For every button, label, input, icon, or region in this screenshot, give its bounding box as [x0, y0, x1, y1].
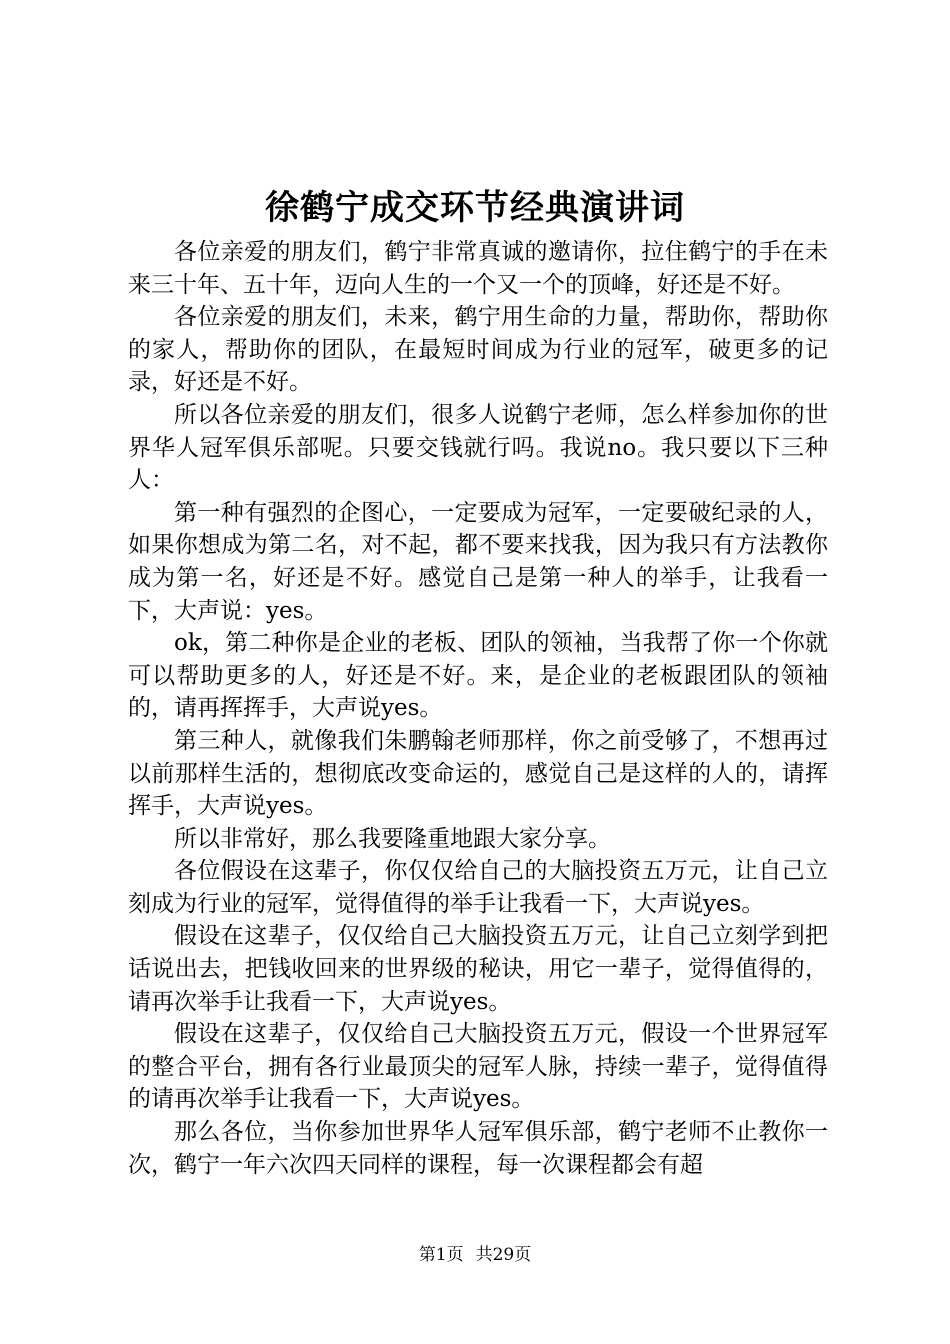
- document-title: 徐鹤宁成交环节经典演讲词: [265, 188, 685, 228]
- paragraph: 那么各位，当你参加世界华人冠军俱乐部，鹤宁老师不止教你一次，鹤宁一年六次四天同样的课程，每一次课程都会有超: [128, 1119, 828, 1178]
- paragraph: ok，第二种你是企业的老板、团队的领袖，当我帮了你一个你就可以帮助更多的人，好还是不好。来，是企业的老板跟团队的领袖的，请再挥挥手，大声说yes。: [128, 630, 828, 722]
- paragraph: 第一种有强烈的企图心，一定要成为冠军，一定要破纪录的人，如果你想成为第二名，对不起，都不要来找我，因为我只有方法教你成为第一名，好还是不好。感觉自己是第一种人的举手，让我看一下，大声说：yes。: [128, 499, 828, 624]
- paragraph: 各位亲爱的朋友们，未来，鹤宁用生命的力量，帮助你，帮助你的家人，帮助你的团队，在最短时间成为行业的冠军，破更多的记录，好还是不好。: [128, 304, 828, 396]
- paragraph: 所以各位亲爱的朋友们，很多人说鹤宁老师，怎么样参加你的世界华人冠军俱乐部呢。只要交钱就行吗。我说no。我只要以下三种人：: [128, 401, 828, 494]
- paragraph: 各位亲爱的朋友们，鹤宁非常真诚的邀请你，拉住鹤宁的手在未来三十年、五十年，迈向人生的一个又一个的顶峰，好还是不好。: [128, 239, 828, 298]
- page-footer: [0, 1243, 950, 1267]
- paragraph: 所以非常好，那么我要隆重地跟大家分享。: [174, 825, 611, 852]
- paragraph: 第三种人，就像我们朱鹏翰老师那样，你之前受够了，不想再过以前那样生活的，想彻底改变命运的，感觉自己是这样的人的，请挥挥手，大声说yes。: [128, 727, 828, 820]
- document-body: [128, 236, 828, 1181]
- page-total: 共29页: [475, 1245, 532, 1265]
- paragraph: 假设在这辈子，仅仅给自己大脑投资五万元，假设一个世界冠军的整合平台，拥有各行业最顶尖的冠军人脉，持续一辈子，觉得值得的请再次举手让我看一下，大声说yes。: [128, 1021, 828, 1113]
- page-number: 第1页: [418, 1245, 464, 1265]
- paragraph: 各位假设在这辈子，你仅仅给自己的大脑投资五万元，让自己立刻成为行业的冠军，觉得值得的举手让我看一下，大声说yes。: [128, 858, 828, 917]
- paragraph: 假设在这辈子，仅仅给自己大脑投资五万元，让自己立刻学到把话说出去，把钱收回来的世界级的秘诀，用它一辈子，觉得值得的，请再次举手让我看一下，大声说yes。: [128, 923, 828, 1015]
